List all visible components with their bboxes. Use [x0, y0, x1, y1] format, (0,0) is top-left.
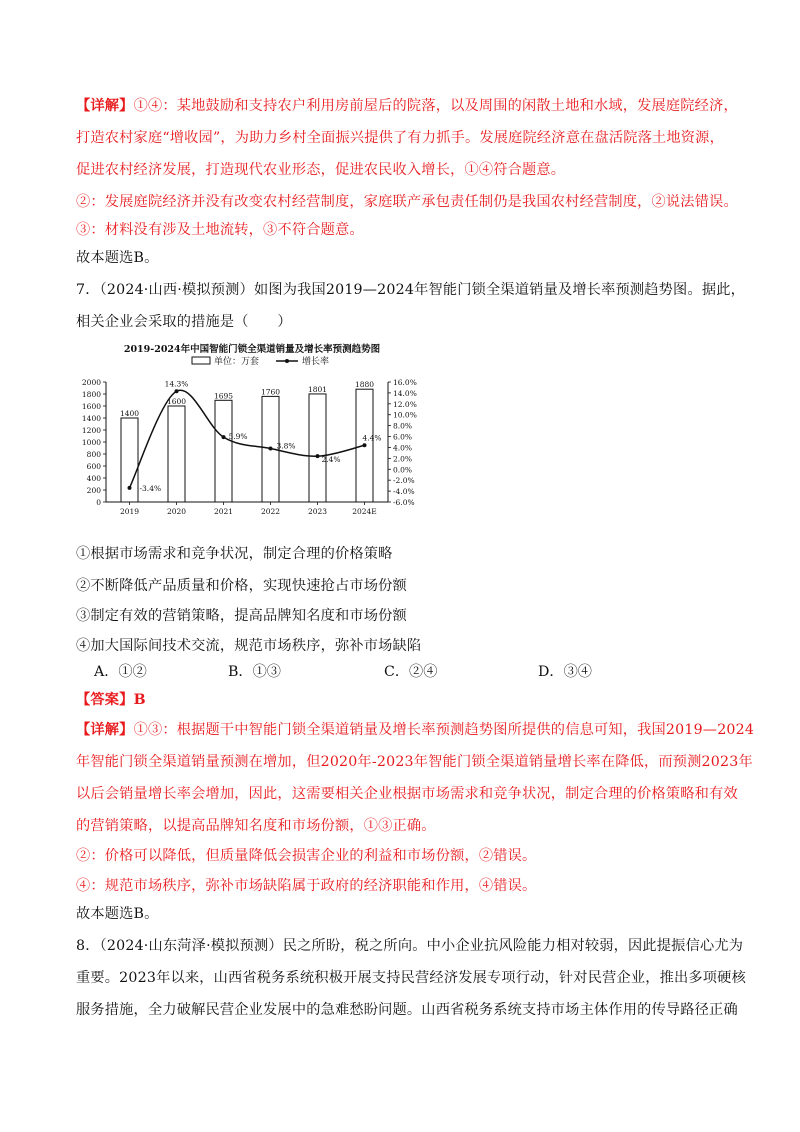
q6-conclusion: 故本题选B。	[76, 250, 159, 266]
q8-stem-line-2: 重要。2023年以来，山西省税务系统积极开展支持民营经济发展专项行动，针对民营企业，推出多项硬核	[76, 970, 746, 986]
growth-rate-point	[222, 435, 226, 439]
q8-stem-line-1: 8．（2024·山东菏泽·模拟预测）民之所盼，税之所向。中小企业抗风险能力相对较弱，因此提振信心尤为	[76, 938, 744, 954]
q6-detail-tag: 【详解】	[76, 98, 134, 114]
bar	[309, 394, 326, 502]
y-right-tick-label: -6.0%	[393, 498, 415, 507]
y-right-tick-label: -4.0%	[393, 487, 415, 497]
y-right-tick-label: 14.0%	[393, 388, 417, 398]
q7-option-d: D．③④	[538, 664, 592, 680]
chart-plot-area	[82, 378, 417, 516]
x-tick-label: 2022	[260, 507, 281, 516]
q7-option-a: A．①②	[94, 664, 147, 680]
y-left-tick-label: 2000	[81, 378, 101, 387]
growth-rate-label: 2.4%	[321, 455, 341, 465]
q6-detail-line-5: ③：材料没有涉及土地流转，③不符合题意。	[76, 222, 364, 238]
q7-detail-line-3: 以后会销量增长率会增加，因此，这需要相关企业根据市场需求和竞争状况，制定合理的价格策略和有效	[76, 786, 738, 802]
q7-detail-line-4: 的营销策略，以提高品牌知名度和市场份额，①③正确。	[76, 818, 436, 834]
x-tick-label: 2021	[213, 507, 234, 516]
q7-answer	[76, 690, 146, 710]
q7-item-4: ④加大国际间技术交流，规范市场秩序，弥补市场缺陷	[76, 638, 422, 654]
y-right-tick-label: 10.0%	[393, 410, 417, 420]
growth-rate-label: 14.3%	[164, 379, 189, 389]
growth-rate-point	[175, 389, 179, 393]
q7-stem-line-1: 7．（2024·山西·模拟预测）如图为我国2019—2024年智能门锁全渠道销量及增长率预测趋势图。据此，	[76, 282, 745, 298]
y-left-tick-label: 0	[96, 498, 101, 507]
q7-stem-line-2: 相关企业会采取的措施是（ ）	[76, 314, 292, 330]
growth-rate-point	[269, 447, 273, 451]
q7-answer-tag: 【答案】	[76, 692, 134, 708]
q7-item-2: ②不断降低产品质量和价格，实现快速抢占市场份额	[76, 578, 407, 594]
bar-value-label: 1400	[119, 409, 140, 418]
bar-value-label: 1880	[354, 380, 375, 390]
y-left-tick-label: 800	[86, 450, 101, 459]
growth-rate-point	[316, 454, 320, 458]
q7-item-3: ③制定有效的营销策略，提高品牌知名度和市场份额	[76, 608, 407, 624]
q6-detail-line-1: 【详解】①④：某地鼓励和支持农户利用房前屋后的院落，以及周围的闲散土地和水域，发展庭院经济，	[76, 98, 738, 114]
y-left-tick-label: 1000	[81, 438, 101, 447]
legend-line-marker	[285, 359, 289, 363]
q7-option-c: C．②④	[384, 664, 438, 680]
x-tick-label: 2019	[119, 507, 140, 516]
y-left-tick-label: 600	[86, 462, 101, 471]
bar-value-label: 1600	[166, 397, 187, 406]
legend-bar-label: 单位：万套	[214, 357, 260, 367]
q7-detail-line-1: 【详解】①③：根据题干中智能门锁全渠道销量及增长率预测趋势图所提供的信息可知，我国2019—2024	[76, 722, 755, 738]
y-right-tick-label: 16.0%	[393, 378, 417, 387]
y-left-tick-label: 1400	[81, 414, 101, 423]
y-right-tick-label: 2.0%	[393, 454, 413, 464]
growth-rate-label: 5.9%	[228, 432, 248, 442]
y-right-tick-label: 8.0%	[393, 421, 413, 431]
q7-answer-value: B	[133, 692, 146, 708]
sales-growth-chart	[76, 338, 428, 520]
q7-detail-line-2: 年智能门锁全渠道销量预测在增加，但2020年-2023年智能门锁全渠道销量增长率在降低，而预测2023年	[76, 754, 753, 770]
q8-stem-line-3: 服务措施，全力破解民营企业发展中的急难愁盼问题。山西省税务系统支持市场主体作用的传导路径正确	[76, 1002, 738, 1018]
bar	[215, 400, 232, 502]
bar-value-label: 1801	[307, 384, 328, 394]
growth-rate-point	[363, 443, 367, 447]
chart-legend	[192, 355, 329, 367]
growth-rate-point	[128, 486, 132, 490]
y-left-tick-label: 1600	[81, 402, 101, 411]
bar	[168, 406, 185, 502]
q7-option-b: B．①③	[228, 664, 281, 680]
growth-rate-label: 3.8%	[276, 441, 296, 451]
legend-line-label: 增长率	[302, 357, 330, 367]
q7-detail-line-5: ②：价格可以降低，但质量降低会损害企业的利益和市场份额，②错误。	[76, 848, 537, 864]
y-left-tick-label: 1200	[81, 426, 101, 435]
y-right-tick-label: -2.0%	[393, 476, 415, 486]
q7-detail-tag: 【详解】	[76, 722, 134, 738]
bar-value-label: 1695	[213, 391, 234, 401]
y-left-tick-label: 1800	[81, 390, 101, 399]
q6-detail-line-2: 打造农村家庭“增收园”，为助力乡村全面振兴提供了有力抓手。发展庭院经济意在盘活院落土地资源，	[76, 130, 724, 146]
y-left-tick-label: 200	[86, 486, 101, 495]
q7-detail-line-6: ④：规范市场秩序，弥补市场缺陷属于政府的经济职能和作用，④错误。	[76, 878, 537, 894]
q7-conclusion: 故本题选B。	[76, 906, 159, 922]
x-tick-label: 2024E	[352, 507, 377, 516]
y-right-tick-label: 12.0%	[393, 399, 417, 409]
y-left-tick-label: 400	[86, 474, 101, 483]
q7-item-1: ①根据市场需求和竞争状况，制定合理的价格策略	[76, 546, 393, 562]
growth-rate-label: 4.4%	[362, 433, 382, 443]
q6-detail-line-3: 促进农村经济发展，打造现代农业形态，促进农民收入增长，①④符合题意。	[76, 162, 566, 178]
y-right-tick-label: 6.0%	[393, 432, 413, 442]
legend-bar-swatch	[192, 357, 210, 364]
bar-value-label: 1760	[260, 387, 281, 397]
chart-title: 2019-2024年中国智能门锁全渠道销量及增长率预测趋势图	[123, 344, 381, 355]
x-tick-label: 2023	[307, 507, 328, 516]
y-right-tick-label: 4.0%	[393, 443, 413, 453]
y-right-tick-label: 0.0%	[393, 465, 413, 475]
q6-detail-line-4: ②：发展庭院经济并没有改变农村经营制度，家庭联产承包责任制仍是我国农村经营制度，②说法错误。	[76, 194, 738, 210]
growth-rate-label: -3.4%	[139, 483, 162, 493]
x-tick-label: 2020	[166, 507, 187, 516]
